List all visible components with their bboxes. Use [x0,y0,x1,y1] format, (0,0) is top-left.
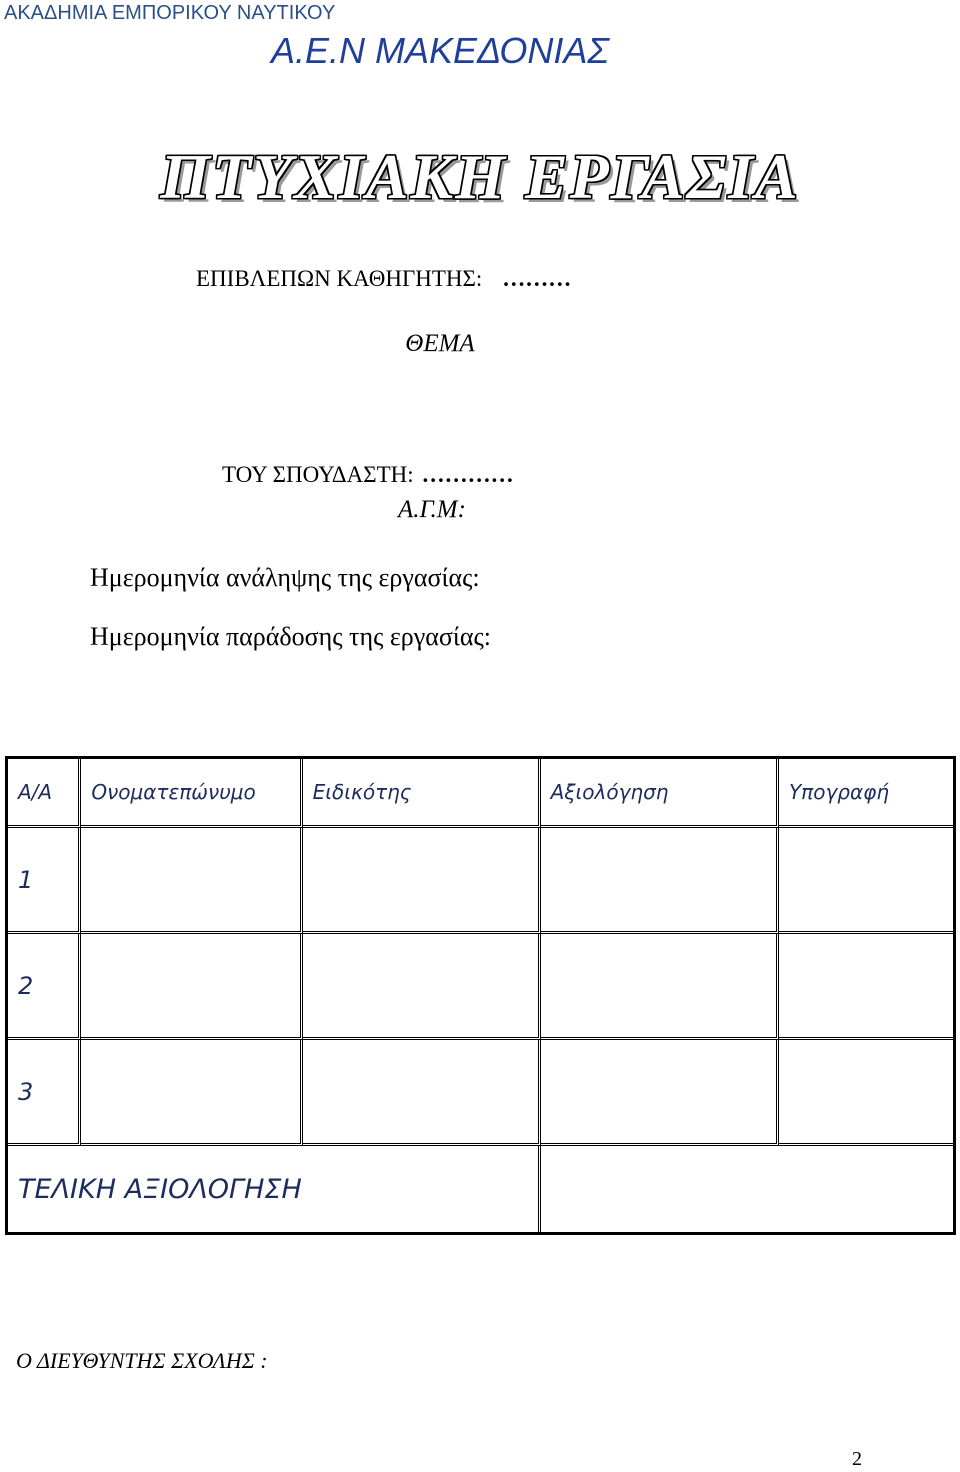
student-line [222,462,514,488]
fullname-cell [81,934,302,1040]
evaluation-cell [541,934,779,1040]
student-label: ΤΟΥ ΣΠΟΥΔΑΣΤΗ: [222,462,414,487]
fullname-cell [81,828,302,934]
specialty-cell [303,934,541,1040]
specialty-cell [303,1040,541,1146]
supervisor-line [196,266,571,292]
row-number: 2 [8,934,81,1040]
row-number: 3 [8,1040,81,1146]
final-evaluation-value [541,1146,953,1232]
evaluation-table [5,756,956,1235]
supervisor-label: ΕΠΙΒΛΕΠΩΝ ΚΑΘΗΓΗΤΗΣ: [196,266,483,291]
row-number: 1 [8,828,81,934]
page-number: 2 [852,1448,862,1470]
signature-cell [779,828,953,934]
final-evaluation-row [8,1146,953,1232]
delivery-date-label: Ημερομηνία παράδοσης της εργασίας: [90,622,492,651]
signature-cell [779,934,953,1040]
document-title: ΠΤΥΧΙΑΚΗ ΕΡΓΑΣΙΑ [160,141,800,212]
student-value: ………… [421,462,514,487]
header-cell-evaluation: Αξιολόγηση [541,759,779,828]
final-evaluation-label: ΤΕΛΙΚΗ ΑΞΙΟΛΟΓΗΣΗ [8,1146,541,1232]
school-name: Α.Ε.Ν ΜΑΚΕΔΟΝΙΑΣ [271,30,609,71]
specialty-cell [303,828,541,934]
evaluation-cell [541,828,779,934]
topic-label: ΘΕΜΑ [405,330,475,357]
header-cell-signature: Υπογραφή [779,759,953,828]
fullname-cell [81,1040,302,1146]
table-header-row [8,759,953,828]
header-cell-aa: Α/Α [8,759,81,828]
evaluation-cell [541,1040,779,1146]
start-date-label: Ημερομηνία ανάληψης της εργασίας: [90,563,480,592]
student-id-label: Α.Γ.Μ: [398,496,466,523]
table-row [8,828,953,934]
header-cell-fullname: Ονοματεπώνυμο [81,759,302,828]
director-label: Ο ΔΙΕΥΘΥΝΤΗΣ ΣΧΟΛΗΣ : [16,1348,268,1373]
academy-name: ΑΚΑΔΗΜΙΑ ΕΜΠΟΡΙΚΟΥ ΝΑΥΤΙΚΟΥ [4,2,336,24]
table-row [8,1040,953,1146]
header-cell-specialty: Ειδικότης [303,759,541,828]
table-row [8,934,953,1040]
supervisor-value: ……… [502,266,572,291]
signature-cell [779,1040,953,1146]
